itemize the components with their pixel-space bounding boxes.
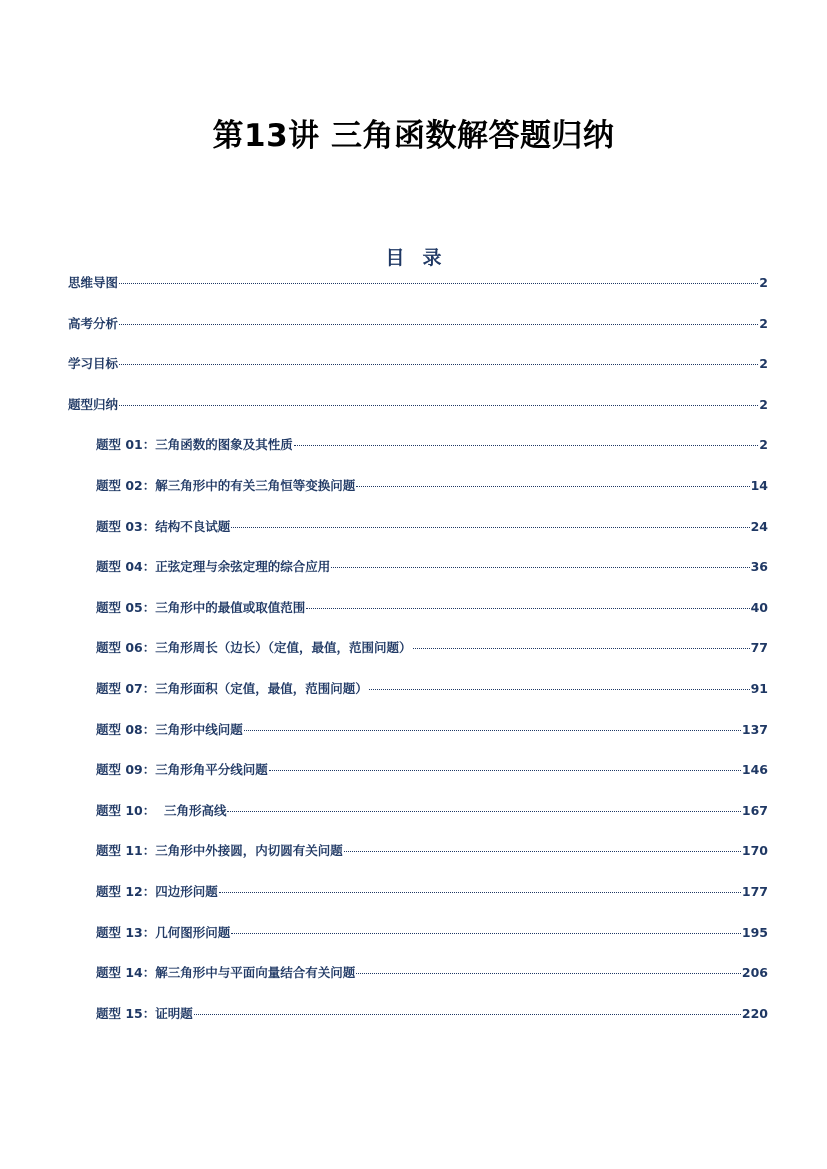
toc-entry-label: 题型 14：解三角形中与平面向量结合有关问题	[96, 965, 356, 981]
toc-dot-leader	[231, 527, 749, 528]
toc-entry-label: 题型 05：三角形中的最值或取值范围	[96, 599, 306, 615]
toc-entry-page: 36	[750, 559, 768, 575]
toc-entry-label: 题型 07：三角形面积（定值，最值，范围问题）	[96, 681, 368, 696]
toc-heading: 目录	[385, 247, 460, 269]
toc-entry-label: 题型 13：几何图形问题	[96, 924, 231, 940]
toc-dot-leader	[231, 933, 741, 934]
toc-entry-page: 137	[741, 721, 768, 737]
toc-dot-leader	[331, 567, 749, 568]
toc-entry-label: 题型 09：三角形角平分线问题	[96, 762, 268, 778]
toc-dot-leader	[119, 324, 758, 325]
toc-entry-type-12[interactable]	[96, 882, 768, 902]
toc-entry-label: 题型 04：正弦定理与余弦定理的综合应用	[96, 559, 331, 575]
toc-entry-page: 2	[759, 437, 768, 453]
toc-entry-page: 2	[759, 275, 768, 290]
toc-entry-label: 题型 01：三角函数的图象及其性质	[96, 437, 293, 453]
toc-entry-mind-map[interactable]	[68, 273, 768, 293]
toc-dot-leader	[119, 283, 758, 284]
toc-entry-page: 77	[750, 640, 768, 656]
toc-entry-page: 206	[741, 965, 768, 981]
toc-entry-page: 2	[759, 396, 768, 412]
toc-entry-type-06[interactable]	[96, 638, 768, 658]
toc-entry-label: 题型 15：证明题	[96, 1005, 193, 1021]
toc-dot-leader	[119, 364, 758, 365]
toc-dot-leader	[194, 1014, 741, 1015]
toc-dot-leader	[119, 405, 758, 406]
toc-entry-type-05[interactable]	[96, 598, 768, 618]
toc-dot-leader	[413, 648, 750, 649]
toc-entry-type-02[interactable]	[96, 476, 768, 496]
toc-entry-label: 题型 10： 三角形高线	[96, 802, 227, 818]
toc-entry-label: 高考分析	[68, 315, 119, 331]
toc-entry-type-03[interactable]	[96, 517, 768, 537]
toc-entry-page: 170	[741, 843, 768, 859]
toc-entry-type-13[interactable]	[96, 923, 768, 943]
toc-entry-type-11[interactable]	[96, 841, 768, 861]
toc-entry-page: 2	[759, 356, 768, 372]
toc-entry-page: 2	[759, 315, 768, 331]
toc-entry-page: 146	[741, 762, 768, 778]
toc-entry-label: 题型 02：解三角形中的有关三角恒等变换问题	[96, 478, 356, 493]
toc-entry-exam-analysis[interactable]	[68, 314, 768, 334]
toc-entry-label: 学习目标	[68, 356, 119, 372]
toc-entry-type-10[interactable]	[96, 801, 768, 821]
toc-entry-page: 24	[750, 518, 768, 534]
toc-entry-label: 思维导图	[68, 275, 119, 290]
toc-entry-type-15[interactable]	[96, 1004, 768, 1024]
toc-entry-page: 14	[750, 478, 768, 493]
toc-entry-page: 91	[750, 681, 768, 696]
toc-entry-page: 220	[741, 1005, 768, 1021]
toc-entry-type-04[interactable]	[96, 557, 768, 577]
toc-entry-page: 177	[741, 884, 768, 899]
toc-entry-type-09[interactable]	[96, 760, 768, 780]
toc-entry-label: 题型 03：结构不良试题	[96, 518, 231, 534]
toc-entry-question-types[interactable]	[68, 395, 768, 415]
toc-dot-leader	[356, 486, 749, 487]
toc-dot-leader	[294, 445, 759, 446]
toc-entry-type-08[interactable]	[96, 720, 768, 740]
toc-dot-leader	[356, 973, 741, 974]
toc-entry-type-14[interactable]	[96, 963, 768, 983]
toc-entry-label: 题型 11：三角形中外接圆，内切圆有关问题	[96, 843, 343, 859]
toc-dot-leader	[227, 811, 740, 812]
toc-dot-leader	[306, 608, 749, 609]
toc-entry-page: 195	[741, 924, 768, 940]
toc-entry-label: 题型 06：三角形周长（边长）（定值，最值，范围问题）	[96, 640, 412, 656]
toc-dot-leader	[344, 851, 741, 852]
toc-entry-type-01[interactable]	[96, 435, 768, 455]
toc-entry-learning-goals[interactable]	[68, 354, 768, 374]
toc-dot-leader	[219, 892, 741, 893]
toc-entry-page: 40	[750, 599, 768, 615]
toc-entry-page: 167	[741, 802, 768, 818]
toc-entry-label: 题型归纳	[68, 396, 119, 412]
toc-dot-leader	[369, 689, 750, 690]
toc-entry-label: 题型 12：四边形问题	[96, 884, 218, 899]
toc-dot-leader	[244, 730, 741, 731]
document-title: 第13讲 三角函数解答题归纳	[212, 118, 615, 154]
toc-entry-label: 题型 08：三角形中线问题	[96, 721, 243, 737]
toc-entry-type-07[interactable]	[96, 679, 768, 699]
toc-dot-leader	[269, 770, 741, 771]
